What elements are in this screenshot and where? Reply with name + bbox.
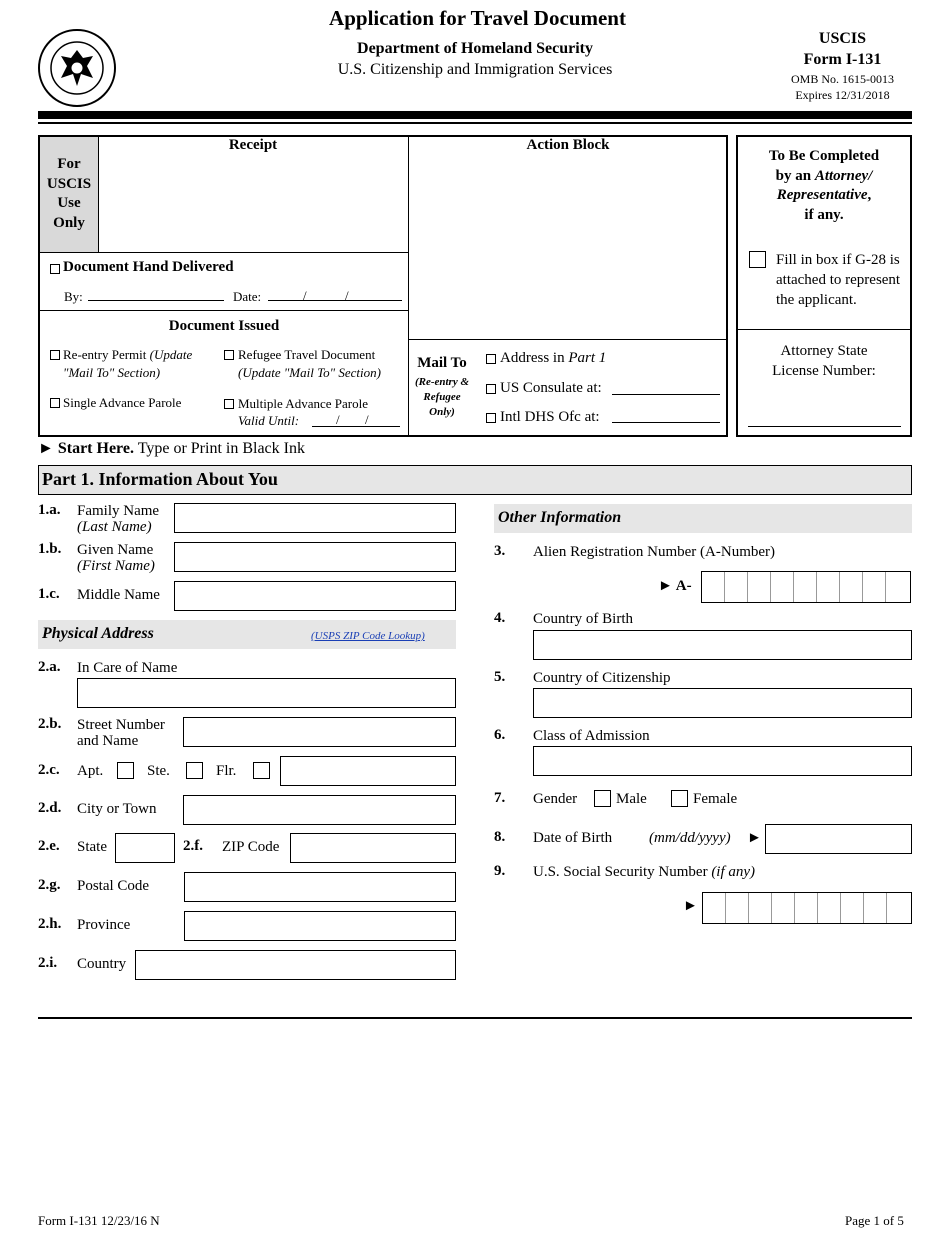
- action-block-label: Action Block: [526, 137, 610, 153]
- by-label: By:: [64, 289, 83, 304]
- flr-label: Flr.: [216, 763, 237, 779]
- q6-number: 6.: [494, 727, 506, 743]
- q2b-number: 2.b.: [38, 716, 62, 732]
- zip-input[interactable]: [290, 833, 456, 863]
- apt-checkbox[interactable]: [117, 762, 134, 779]
- us-consulate-line[interactable]: [612, 394, 720, 395]
- q2b-label-1: Street Number: [77, 717, 165, 733]
- multiple-parole-checkbox[interactable]: [224, 399, 234, 409]
- middle-name-input[interactable]: [174, 581, 456, 611]
- valid-until-line[interactable]: [312, 426, 400, 427]
- dhs-seal-icon: [37, 28, 117, 108]
- in-care-of-input[interactable]: [77, 678, 456, 708]
- date-of-birth-input[interactable]: [765, 824, 912, 854]
- physical-address-title: Physical Address: [42, 625, 154, 642]
- city-input[interactable]: [183, 795, 456, 825]
- intl-dhs-checkbox[interactable]: [486, 413, 496, 423]
- q3-number: 3.: [494, 543, 506, 559]
- issued-divider: [40, 310, 408, 311]
- q1c-number: 1.c.: [38, 586, 60, 602]
- other-info-title: Other Information: [498, 509, 622, 526]
- for-uscis-label: For USCIS Use Only: [46, 156, 92, 231]
- hand-delivered-label: Document Hand Delivered: [63, 259, 234, 275]
- q2b-label-2: and Name: [77, 733, 139, 749]
- form-title: Application for Travel Document: [329, 6, 626, 30]
- province-input[interactable]: [184, 911, 456, 941]
- g28-checkbox[interactable]: [749, 251, 766, 268]
- q2e-number: 2.e.: [38, 838, 60, 854]
- q2d-label: City or Town: [77, 801, 157, 817]
- q1b-label: Given Name: [77, 542, 154, 558]
- attorney-divider: [738, 329, 910, 330]
- form-number: Form I-131: [803, 51, 882, 68]
- q2a-number: 2.a.: [38, 659, 61, 675]
- q1c-label: Middle Name: [77, 587, 160, 603]
- apt-label: Apt.: [77, 763, 104, 779]
- street-input[interactable]: [183, 717, 456, 747]
- given-name-input[interactable]: [174, 542, 456, 572]
- intl-dhs-label: Intl DHS Ofc at:: [500, 409, 600, 425]
- start-here: ► Start Here. Type or Print in Black Ink: [38, 440, 305, 457]
- gender-male-checkbox[interactable]: [594, 790, 611, 807]
- q5-label: Country of Citizenship: [533, 670, 671, 686]
- license-label: Attorney State License Number:: [772, 343, 876, 379]
- refugee-doc-label: Refugee Travel Document: [238, 347, 376, 362]
- expiration-date: Expires 12/31/2018: [795, 88, 890, 102]
- date-slash-1: /: [303, 288, 307, 303]
- q2c-number: 2.c.: [38, 762, 60, 778]
- q1a-sublabel: (Last Name): [77, 519, 152, 535]
- us-consulate-checkbox[interactable]: [486, 384, 496, 394]
- ssn-input[interactable]: [702, 892, 912, 924]
- footer-page-number: Page 1 of 5: [845, 1213, 904, 1228]
- mail-address-checkbox[interactable]: [486, 354, 496, 364]
- single-parole-label: Single Advance Parole: [63, 395, 182, 410]
- state-select[interactable]: [115, 833, 175, 863]
- q9-label: U.S. Social Security Number (if any): [533, 864, 756, 880]
- class-of-admission-input[interactable]: [533, 746, 912, 776]
- date-slash-2: /: [345, 288, 349, 303]
- q2h-label: Province: [77, 917, 131, 933]
- q2g-number: 2.g.: [38, 877, 61, 893]
- postal-code-input[interactable]: [184, 872, 456, 902]
- q2e-label: State: [77, 839, 107, 855]
- date-label: Date:: [233, 289, 262, 304]
- license-number-line[interactable]: [748, 426, 901, 427]
- date-line[interactable]: [268, 300, 402, 301]
- document-issued-label: Document Issued: [168, 318, 280, 334]
- country-input[interactable]: [135, 950, 456, 980]
- q1b-sublabel: (First Name): [77, 558, 155, 574]
- q8-format: (mm/dd/yyyy): [649, 830, 731, 846]
- q5-number: 5.: [494, 669, 506, 685]
- ste-checkbox[interactable]: [186, 762, 203, 779]
- q3-label: Alien Registration Number (A-Number): [533, 544, 776, 560]
- single-parole-checkbox[interactable]: [50, 398, 60, 408]
- reentry-permit-note: "Mail To" Section): [63, 365, 161, 380]
- q9-number: 9.: [494, 863, 506, 879]
- ste-label: Ste.: [147, 763, 170, 779]
- q1a-number: 1.a.: [38, 502, 61, 518]
- us-consulate-label: US Consulate at:: [500, 380, 602, 396]
- q4-number: 4.: [494, 610, 506, 626]
- header-rule-thin: [38, 122, 912, 124]
- country-of-citizenship-input[interactable]: [533, 688, 912, 718]
- q2i-label: Country: [77, 956, 127, 972]
- usps-zip-link[interactable]: (USPS ZIP Code Lookup): [311, 630, 425, 642]
- valid-until-label: Valid Until:: [238, 413, 300, 428]
- office-use-block: [38, 135, 728, 437]
- arrow-icon: ►: [38, 440, 54, 457]
- g28-label: Fill in box if G-28 is attached to represent the applicant.: [776, 252, 901, 308]
- footer-form-info: Form I-131 12/23/16 N: [38, 1213, 160, 1228]
- gender-female-checkbox[interactable]: [671, 790, 688, 807]
- q8-arrow-icon: ►: [747, 830, 762, 846]
- a-number-prefix: ► A-: [658, 578, 692, 594]
- q7-label: Gender: [533, 791, 578, 807]
- family-name-input[interactable]: [174, 503, 456, 533]
- q2f-number: 2.f.: [183, 838, 203, 854]
- q2a-label: In Care of Name: [77, 660, 178, 676]
- reentry-permit-checkbox[interactable]: [50, 350, 60, 360]
- by-line[interactable]: [88, 300, 224, 301]
- q1b-number: 1.b.: [38, 541, 62, 557]
- multiple-parole-label: Multiple Advance Parole: [238, 396, 368, 411]
- q2i-number: 2.i.: [38, 955, 58, 971]
- refugee-doc-checkbox[interactable]: [224, 350, 234, 360]
- q2g-label: Postal Code: [77, 878, 150, 894]
- q4-label: Country of Birth: [533, 611, 633, 627]
- unit-number-input[interactable]: [280, 756, 456, 786]
- intl-dhs-line[interactable]: [612, 422, 720, 423]
- mail-to-label: Mail To: [417, 355, 467, 371]
- header-rule: [38, 111, 912, 119]
- flr-checkbox[interactable]: [253, 762, 270, 779]
- q7-number: 7.: [494, 790, 506, 806]
- q2f-label: ZIP Code: [222, 839, 280, 855]
- gender-female-label: Female: [693, 791, 738, 807]
- uscis-label: USCIS: [818, 30, 867, 47]
- mail-address-label: Address in Part 1: [500, 350, 607, 366]
- refugee-doc-note: (Update "Mail To" Section): [238, 365, 381, 380]
- q8-label: Date of Birth: [533, 830, 613, 846]
- q9-arrow-icon: ►: [683, 898, 698, 914]
- receipt-label: Receipt: [228, 137, 278, 153]
- reentry-permit-label: Re-entry Permit (Update: [63, 347, 193, 362]
- gender-male-label: Male: [616, 791, 647, 807]
- department-name: Department of Homeland Security: [357, 40, 593, 57]
- omb-number: OMB No. 1615-0013: [790, 72, 894, 86]
- bottom-rule: [38, 1017, 912, 1019]
- q6-label: Class of Admission: [533, 728, 650, 744]
- mail-to-note: (Re-entry & Refugee Only): [414, 376, 470, 418]
- valid-slash-1: /: [336, 412, 340, 427]
- hand-delivered-checkbox[interactable]: [50, 264, 60, 274]
- part1-title: Part 1. Information About You: [42, 469, 278, 489]
- receipt-divider: [98, 252, 408, 253]
- q2d-number: 2.d.: [38, 800, 62, 816]
- a-number-input[interactable]: [701, 571, 911, 603]
- country-of-birth-input[interactable]: [533, 630, 912, 660]
- q8-number: 8.: [494, 829, 506, 845]
- q1a-label: Family Name: [77, 503, 160, 519]
- attorney-heading: To Be Completed by an Attorney/ Representative, if any.: [768, 148, 880, 223]
- valid-slash-2: /: [365, 412, 369, 427]
- action-block-divider: [409, 339, 726, 340]
- attorney-block: [736, 135, 912, 437]
- q2h-number: 2.h.: [38, 916, 62, 932]
- agency-name: U.S. Citizenship and Immigration Services: [337, 61, 613, 78]
